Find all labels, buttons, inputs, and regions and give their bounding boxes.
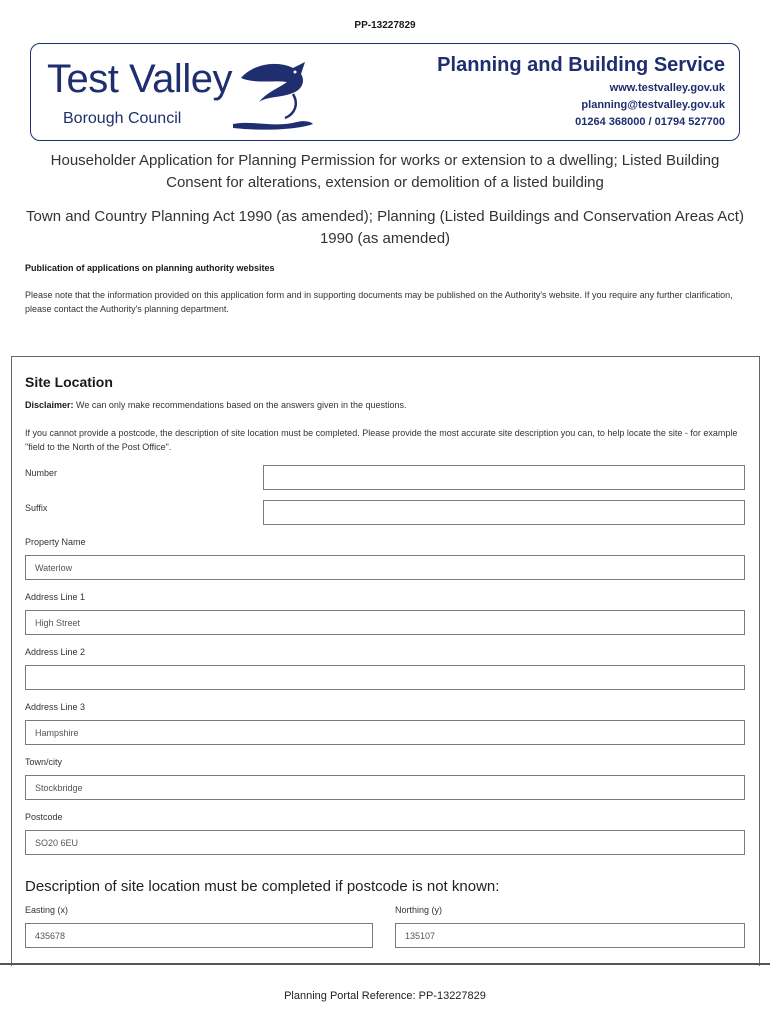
publication-heading: Publication of applications on planning authority websites <box>25 263 275 273</box>
council-logo <box>47 54 307 134</box>
email-link[interactable]: planning@testvalley.gov.uk <box>581 99 725 111</box>
address-line-2-label: Address Line 2 <box>25 647 86 657</box>
postcode-note: If you cannot provide a postcode, the description of site location must be completed. Please provide the most accurate site description you can, to help locate the site - for example "field to the North of the Post Office". <box>25 428 738 452</box>
number-label: Number <box>25 468 58 478</box>
logo-sub-text: Borough Council <box>63 110 182 127</box>
address-line-1-label: Address Line 1 <box>25 592 86 602</box>
legislation-title: Town and Country Planning Act 1990 (as amended); Planning (Listed Buildings and Conservation Areas Act) 1990 (as amended) <box>26 208 744 247</box>
address-line-3-field[interactable]: Hampshire <box>25 720 745 745</box>
section-title: Site Location <box>25 374 113 390</box>
publication-text: Please note that the information provided on this application form and in supporting documents may be published on the Authority's website. If you require any further clarification, please contact the Authority's planning department. <box>25 290 733 314</box>
description-heading: Description of site location must be completed if postcode is not known: <box>25 878 500 895</box>
service-title: Planning and Building Service <box>437 54 725 76</box>
town-label: Town/city <box>25 757 63 767</box>
town-field[interactable]: Stockbridge <box>25 775 745 800</box>
phone-numbers: 01264 368000 / 01794 527700 <box>575 116 725 128</box>
disclaimer <box>25 400 407 410</box>
council-header <box>30 43 740 141</box>
property-name-field[interactable]: Waterlow <box>25 555 745 580</box>
number-field[interactable] <box>263 465 745 490</box>
postcode-field[interactable]: SO20 6EU <box>25 830 745 855</box>
disclaimer-text: We can only make recommendations based on the answers given in the questions. <box>73 400 407 410</box>
website-link[interactable]: www.testvalley.gov.uk <box>609 82 725 94</box>
footer-reference: Planning Portal Reference: PP-13227829 <box>284 990 486 1002</box>
suffix-field[interactable] <box>263 500 745 525</box>
form-title: Householder Application for Planning Permission for works or extension to a dwelling; Listed Building Consent for alterations, extension or demolition of a listed building <box>50 152 720 191</box>
postcode-label: Postcode <box>25 812 63 822</box>
fish-icon <box>233 58 313 130</box>
easting-label: Easting (x) <box>25 905 69 915</box>
suffix-label: Suffix <box>25 503 48 513</box>
easting-field[interactable]: 435678 <box>25 923 373 948</box>
page-divider <box>0 963 770 965</box>
northing-label: Northing (y) <box>395 905 443 915</box>
property-name-label: Property Name <box>25 537 86 547</box>
disclaimer-label: Disclaimer: <box>25 400 74 410</box>
address-line-2-field[interactable] <box>25 665 745 690</box>
northing-field[interactable]: 135107 <box>395 923 745 948</box>
address-line-1-field[interactable]: High Street <box>25 610 745 635</box>
reference-number: PP-13227829 <box>354 20 416 31</box>
logo-main-text: Test Valley <box>47 57 232 101</box>
address-line-3-label: Address Line 3 <box>25 702 86 712</box>
